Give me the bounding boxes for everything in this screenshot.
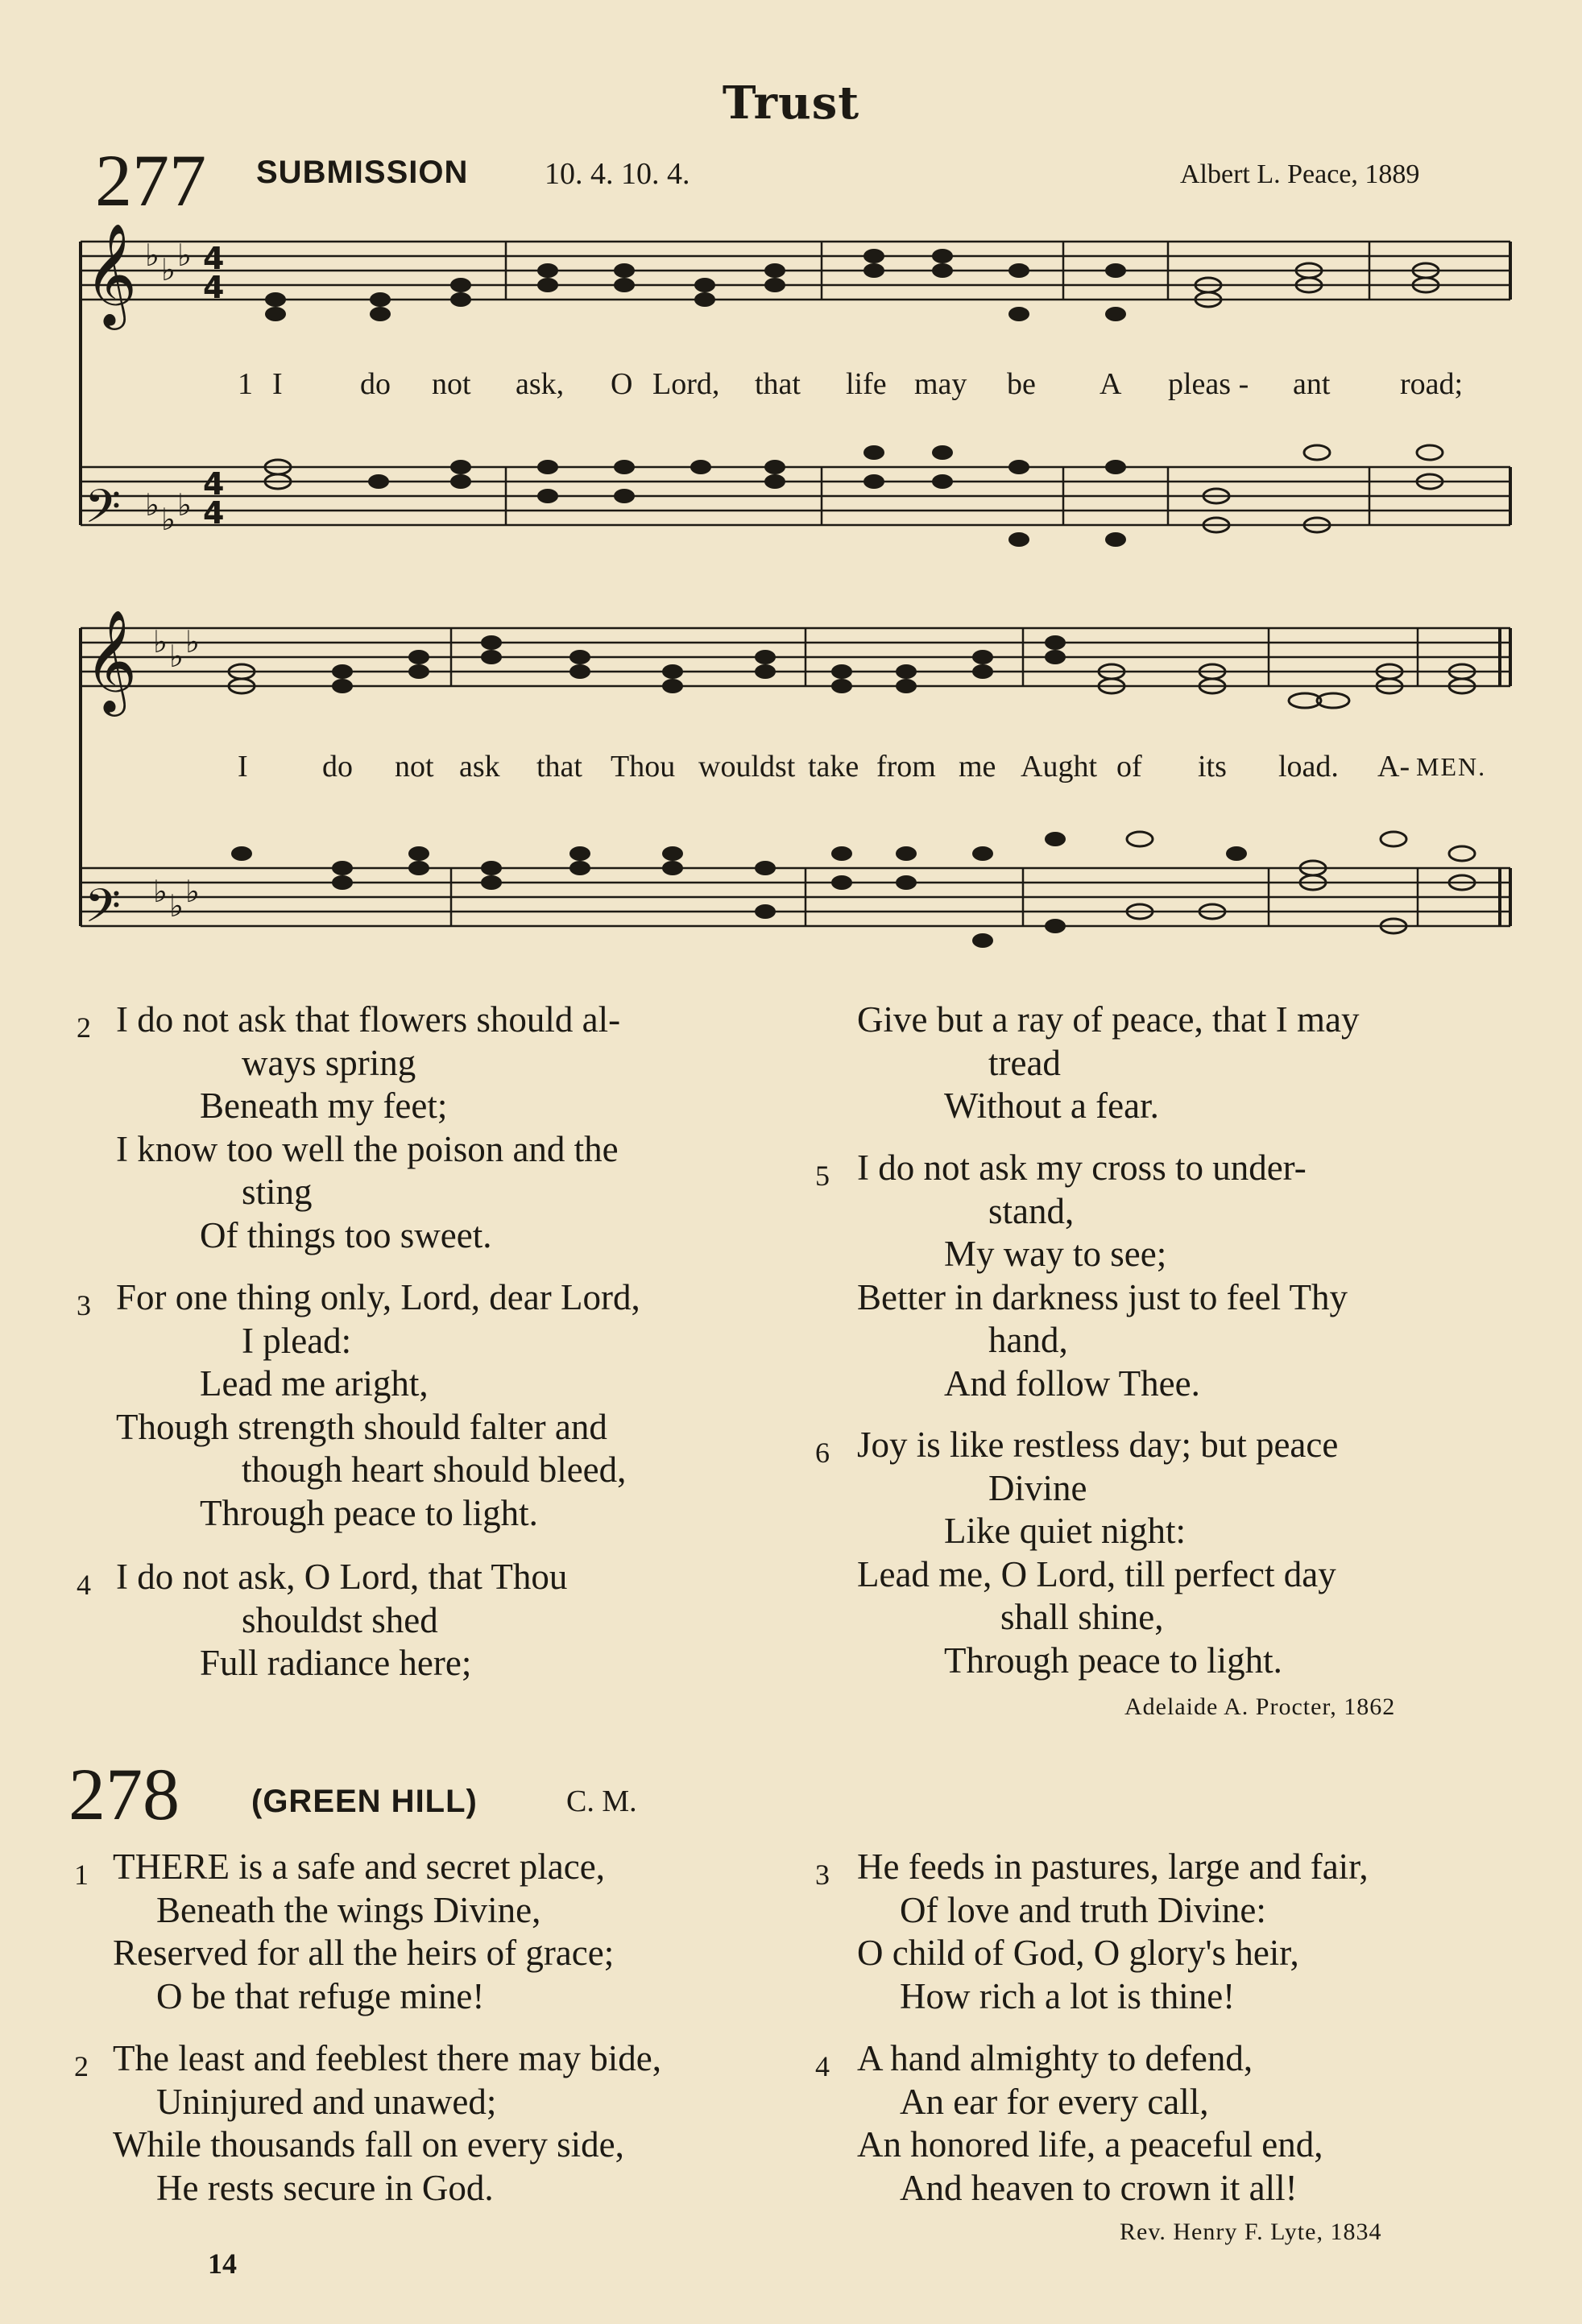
stanza-line: hand,	[988, 1320, 1068, 1360]
stanza-line: And follow Thee.	[944, 1363, 1200, 1404]
stanza-5	[815, 1147, 1348, 1405]
lyric-syllable: MEN.	[1416, 752, 1487, 781]
stanza-line: Lead me aright,	[200, 1363, 429, 1404]
svg-text:4: 4	[203, 495, 225, 531]
svg-text:4: 4	[203, 241, 225, 276]
svg-text:♭: ♭	[169, 639, 184, 674]
lyric-syllable: pleas -	[1168, 367, 1249, 401]
stanza-line: though heart should bleed,	[242, 1449, 627, 1490]
stanza-line: For one thing only, Lord, dear Lord,	[116, 1277, 640, 1317]
lyric-syllable: Thou	[611, 750, 676, 784]
lyric-syllable: not	[432, 367, 471, 401]
music-notation	[0, 0, 1582, 999]
stanza-4-continued	[815, 999, 1359, 1128]
stanza-3	[77, 1276, 640, 1535]
stanza-line: Divine	[988, 1467, 1087, 1508]
stanza-4	[77, 1556, 568, 1685]
stanza-line: THERE is a safe and secret place,	[113, 1846, 605, 1887]
svg-text:♭: ♭	[185, 624, 200, 660]
svg-text:𝄞: 𝄞	[85, 609, 138, 712]
stanza-line: Like quiet night:	[944, 1511, 1186, 1551]
stanza-line: I do not ask, O Lord, that Thou	[116, 1557, 568, 1597]
stanza-number: 3	[77, 1289, 91, 1321]
stanza-line: And heaven to crown it all!	[900, 2167, 1298, 2208]
stanza-line: A hand almighty to defend,	[857, 2038, 1253, 2078]
stanza-line: Joy is like restless day; but peace	[857, 1425, 1339, 1465]
stanza-line: Through peace to light.	[200, 1492, 538, 1533]
stanza-line: stand,	[988, 1190, 1075, 1231]
stanza-line: The least and feeblest there may bide,	[113, 2038, 661, 2078]
svg-text:♭: ♭	[145, 487, 159, 523]
stanza-line: He rests secure in God.	[156, 2167, 494, 2208]
hymn-278-author: Rev. Henry F. Lyte, 1834	[1120, 2219, 1382, 2245]
svg-text:♭: ♭	[145, 238, 159, 273]
stanza-line: sting	[242, 1172, 313, 1212]
hymn-278-stanza-1	[74, 1846, 615, 2018]
lyric-syllable: not	[395, 750, 434, 784]
stanza-line: Give but a ray of peace, that I may	[857, 999, 1360, 1040]
stanza-line: Though strength should falter and	[116, 1406, 607, 1447]
lyric-syllable: 1	[238, 367, 253, 401]
stanza-line: shall shine,	[1000, 1597, 1164, 1637]
lyric-syllable: that	[755, 367, 801, 401]
hymn-277-number: 277	[95, 139, 206, 221]
stanza-line: Reserved for all the heirs of grace;	[113, 1933, 615, 1973]
hymn-277-composer: Albert L. Peace, 1889	[1180, 159, 1420, 189]
lyric-syllable: Aught	[1021, 750, 1097, 784]
lyric-syllable: ask	[459, 750, 500, 784]
stanza-line: Beneath the wings Divine,	[156, 1889, 541, 1930]
lyric-syllable: do	[360, 367, 391, 401]
stanza-line: ways spring	[242, 1042, 416, 1083]
lyric-syllable: A	[1100, 367, 1122, 401]
lyric-syllable: may	[914, 367, 967, 401]
lyric-syllable: load.	[1278, 750, 1339, 784]
stanza-line: He feeds in pastures, large and fair,	[857, 1846, 1369, 1887]
stanza-number: 4	[77, 1569, 91, 1601]
stanza-line: Better in darkness just to feel Thy	[857, 1276, 1348, 1317]
lyric-syllable: Lord,	[652, 367, 720, 401]
stanza-number: 1	[74, 1859, 89, 1891]
hymn-278-stanza-3	[815, 1846, 1369, 2018]
svg-text:♭: ♭	[153, 874, 168, 909]
hymn-277-author: Adelaide A. Procter, 1862	[1124, 1693, 1396, 1720]
svg-text:𝄢: 𝄢	[85, 879, 122, 945]
stanza-number: 5	[815, 1160, 830, 1192]
hymn-278-number: 278	[68, 1753, 180, 1835]
lyric-syllable: ask,	[516, 367, 565, 401]
stanza-line: Lead me, O Lord, till perfect day	[857, 1553, 1336, 1594]
hymn-278-tune: (GREEN HILL)	[251, 1784, 478, 1819]
lyric-syllable: do	[322, 750, 353, 784]
lyric-syllable: of	[1116, 750, 1142, 784]
hymn-278-stanza-2	[74, 2037, 661, 2210]
lyric-syllable: I	[238, 750, 248, 784]
svg-text:♭: ♭	[169, 888, 184, 924]
stanza-line: An ear for every call,	[900, 2081, 1209, 2122]
lyric-syllable: me	[959, 750, 996, 784]
lyric-syllable: O	[611, 367, 633, 401]
svg-text:♭: ♭	[185, 874, 200, 909]
stanza-line: I do not ask my cross to under-	[857, 1148, 1307, 1188]
stanza-line: Of things too sweet.	[200, 1214, 492, 1255]
section-title: Trust	[722, 77, 860, 130]
stanza-line: Beneath my feet;	[200, 1085, 448, 1126]
stanza-line: I plead:	[242, 1320, 352, 1361]
lyric-syllable: A-	[1377, 750, 1410, 784]
lyric-syllable: road;	[1400, 367, 1464, 401]
stanza-line: My way to see;	[944, 1234, 1167, 1274]
svg-text:♭: ♭	[161, 252, 176, 287]
stanza-number: 4	[815, 2050, 830, 2082]
hymn-278-meter: C. M.	[566, 1784, 637, 1818]
stanza-number: 6	[815, 1437, 830, 1469]
lyric-syllable: life	[846, 367, 887, 401]
stanza-number: 2	[77, 1011, 91, 1044]
stanza-line: Of love and truth Divine:	[900, 1889, 1266, 1930]
lyric-syllable: I	[272, 367, 283, 401]
stanza-line: O child of God, O glory's heir,	[857, 1933, 1299, 1973]
lyric-syllable: that	[536, 750, 582, 784]
svg-text:𝄢: 𝄢	[85, 479, 122, 545]
stanza-line: O be that refuge mine!	[156, 1975, 485, 2016]
stanza-line: I know too well the poison and the	[116, 1128, 619, 1169]
lyric-syllable: from	[876, 750, 936, 784]
stanza-line: tread	[988, 1042, 1061, 1083]
svg-text:♭: ♭	[153, 624, 168, 660]
stanza-6	[815, 1424, 1338, 1682]
stanza-line: How rich a lot is thine!	[900, 1975, 1236, 2016]
stanza-line: Full radiance here;	[200, 1643, 472, 1683]
lyric-syllable: take	[808, 750, 859, 784]
svg-text:♭: ♭	[177, 238, 192, 273]
stanza-line: While thousands fall on every side,	[113, 2124, 624, 2165]
svg-text:4: 4	[203, 270, 225, 305]
svg-text:♭: ♭	[161, 502, 176, 537]
lyric-syllable: wouldst	[698, 750, 796, 784]
svg-text:♭: ♭	[177, 487, 192, 523]
hymn-278-stanza-4	[815, 2037, 1323, 2210]
page-number: 14	[208, 2247, 237, 2280]
stanza-line: I do not ask that flowers should al-	[116, 999, 621, 1040]
stanza-line: Without a fear.	[944, 1085, 1159, 1126]
stanza-line: An honored life, a peaceful end,	[857, 2124, 1323, 2165]
lyric-syllable: ant	[1293, 367, 1331, 401]
stanza-number: 2	[74, 2050, 89, 2082]
svg-text:4: 4	[203, 466, 225, 502]
hymn-277-tune: SUBMISSION	[256, 155, 469, 190]
lyric-syllable: be	[1007, 367, 1036, 401]
stanza-2	[77, 999, 621, 1257]
svg-text:𝄞: 𝄞	[85, 222, 138, 325]
stanza-line: Through peace to light.	[944, 1640, 1282, 1681]
lyric-syllable: its	[1198, 750, 1227, 784]
hymn-277-meter: 10. 4. 10. 4.	[545, 157, 690, 191]
stanza-number: 3	[815, 1859, 830, 1891]
stanza-line: Uninjured and unawed;	[156, 2081, 497, 2122]
stanza-line: shouldst shed	[242, 1599, 438, 1640]
